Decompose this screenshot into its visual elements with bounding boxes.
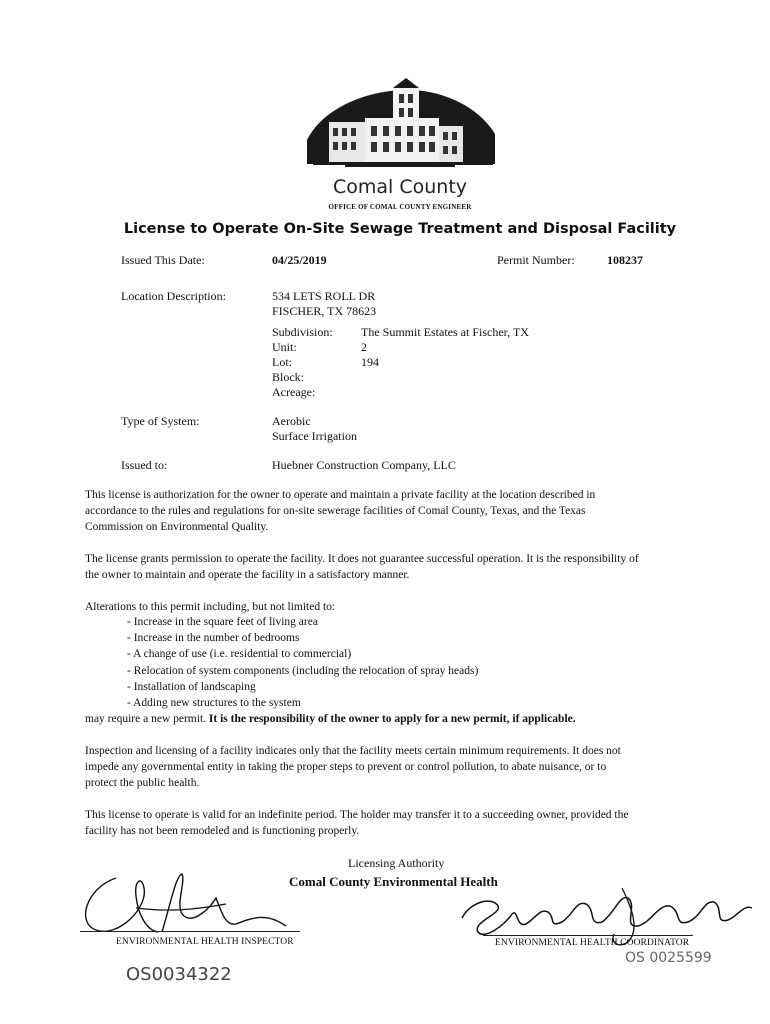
coordinator-signature-line — [483, 935, 693, 936]
alterations-tail-text: may require a new permit. — [85, 713, 207, 725]
authorization-paragraph: This license is authorization for the owner to operate and maintain a private facility at the location described in accordance to the rules and regulations for on-site sewerage facilities of Comal County, Texas, and the Texas Commission on Environmental Quality. — [85, 489, 596, 533]
list-item: - Relocation of system components (including the relocation of spray heads) — [127, 663, 478, 679]
document-title: License to Operate On-Site Sewage Treatment and Disposal Facility — [123, 221, 677, 237]
alterations-tail — [85, 711, 640, 727]
owner-responsibility-note: It is the responsibility of the owner to apply for a new permit, if applicable. — [208, 713, 576, 725]
grants-paragraph: The license grants permission to operate the facility. It does not guarantee successful operation. It is the responsibility of the owner to maintain and operate the facility in a satisfactory manner. — [85, 553, 639, 581]
licensing-authority-label: Licensing Authority — [348, 856, 445, 870]
issued-to-value: Huebner Construction Company, LLC — [272, 458, 456, 472]
address-line1: 534 LETS ROLL DR — [272, 289, 376, 303]
list-item: - Increase in the square feet of living area — [127, 614, 478, 630]
validity-paragraph: This license to operate is valid for an indefinite period. The holder may transfer it to a succeeding owner, provided the facility has not been remodeled and is functioning properly. — [85, 809, 629, 837]
location-label: Location Description: — [121, 289, 226, 303]
address-line2: FISCHER, TX 78623 — [272, 304, 377, 318]
unit-value: 2 — [361, 340, 367, 354]
office-name: OFFICE OF COMAL COUNTY ENGINEER — [328, 203, 472, 211]
alterations-intro: Alterations to this permit including, but not limited to: — [85, 601, 336, 613]
issued-to-label: Issued to: — [121, 458, 168, 472]
list-item: - Increase in the number of bedrooms — [127, 630, 478, 646]
subdivision-label: Subdivision: — [272, 325, 333, 339]
licensing-authority-name: Comal County Environmental Health — [289, 874, 498, 889]
inspection-paragraph: Inspection and licensing of a facility indicates only that the facility meets certain minimum requirements. It does not impede any governmental entity in taking the proper steps to prevent or control pollution, to abate nuisance, or to protect the public health. — [85, 745, 621, 789]
lot-value: 194 — [361, 355, 379, 369]
permit-number-value: 108237 — [607, 253, 643, 267]
subdivision-value: The Summit Estates at Fischer, TX — [361, 325, 529, 339]
permit-number-label: Permit Number: — [497, 253, 575, 267]
alterations-list — [127, 614, 478, 711]
inspector-signature-line — [80, 931, 300, 932]
system-type-label: Type of System: — [121, 414, 200, 428]
coordinator-caption: ENVIRONMENTAL HEALTH COORDINATOR — [495, 938, 690, 948]
issued-date-label: Issued This Date: — [121, 253, 205, 267]
lot-label: Lot: — [272, 355, 292, 369]
unit-label: Unit: — [272, 340, 297, 354]
list-item: - Adding new structures to the system — [127, 695, 478, 711]
list-item: - A change of use (i.e. residential to commercial) — [127, 646, 478, 662]
county-name: Comal County — [332, 176, 468, 198]
stamp-number-right: OS 0025599 — [625, 950, 712, 966]
system-type-line2: Surface Irrigation — [272, 429, 357, 443]
stamp-number-left: OS0034322 — [126, 964, 232, 985]
inspector-caption: ENVIRONMENTAL HEALTH INSPECTOR — [116, 937, 294, 947]
acreage-label: Acreage: — [272, 385, 316, 399]
issued-date-value: 04/25/2019 — [272, 253, 327, 267]
inspector-signature — [76, 868, 306, 948]
list-item: - Installation of landscaping — [127, 679, 478, 695]
system-type-line1: Aerobic — [272, 414, 311, 428]
courthouse-logo — [305, 78, 497, 176]
block-label: Block: — [272, 370, 304, 384]
